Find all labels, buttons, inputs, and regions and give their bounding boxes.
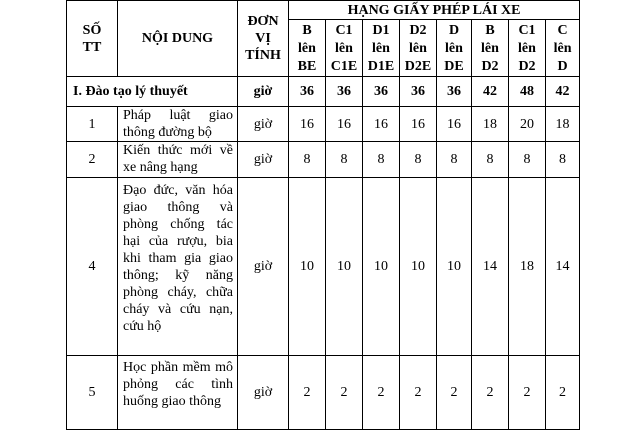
table-row [67, 178, 580, 356]
row-content: Học phần mềm mô phỏng các tình huống giao thông [118, 356, 238, 430]
row-value: 8 [363, 142, 400, 178]
row-value: 10 [326, 178, 363, 356]
section-value: 36 [326, 77, 363, 107]
row-value: 16 [400, 107, 437, 142]
row-content: Đạo đức, văn hóa giao thông và phòng chống tác hại của rượu, bia khi tham gia giao thông; kỹ năng phòng cháy, chữa cháy và cứu nạn, cứu hộ [118, 178, 238, 356]
row-value: 2 [289, 356, 326, 430]
header-don-vi-tinh: ĐƠN VỊ TÍNH [238, 1, 289, 77]
row-value: 14 [546, 178, 580, 356]
row-content: Kiến thức mới về xe nâng hạng [118, 142, 238, 178]
row-value: 8 [472, 142, 509, 178]
section-value: 36 [437, 77, 472, 107]
grade-header: D1 lên D1E [363, 20, 400, 77]
row-value: 18 [472, 107, 509, 142]
header-so-tt: SỐ TT [67, 1, 118, 77]
row-value: 8 [509, 142, 546, 178]
row-content: Pháp luật giao thông đường bộ [118, 107, 238, 142]
section-row [67, 77, 580, 107]
row-value: 2 [509, 356, 546, 430]
row-value: 18 [546, 107, 580, 142]
row-value: 8 [289, 142, 326, 178]
row-value: 10 [363, 178, 400, 356]
section-value: 36 [400, 77, 437, 107]
row-stt: 5 [67, 356, 118, 430]
row-value: 2 [546, 356, 580, 430]
grade-header: C1 lên C1E [326, 20, 363, 77]
row-unit: giờ [238, 107, 289, 142]
row-unit: giờ [238, 178, 289, 356]
row-value: 20 [509, 107, 546, 142]
row-stt: 4 [67, 178, 118, 356]
row-stt: 1 [67, 107, 118, 142]
section-value: 42 [546, 77, 580, 107]
row-value: 2 [326, 356, 363, 430]
section-value: 36 [289, 77, 326, 107]
row-value: 2 [363, 356, 400, 430]
grade-header: B lên BE [289, 20, 326, 77]
section-title: I. Đào tạo lý thuyết [67, 77, 238, 107]
row-value: 16 [289, 107, 326, 142]
row-value: 8 [546, 142, 580, 178]
grade-header: B lên D2 [472, 20, 509, 77]
grade-header: C lên D [546, 20, 580, 77]
row-value: 2 [472, 356, 509, 430]
section-value: 36 [363, 77, 400, 107]
grade-header: D2 lên D2E [400, 20, 437, 77]
row-stt: 2 [67, 142, 118, 178]
table-row [67, 107, 580, 142]
training-hours-table [66, 0, 580, 430]
row-unit: giờ [238, 142, 289, 178]
grade-header: D lên DE [437, 20, 472, 77]
row-value: 16 [437, 107, 472, 142]
row-value: 16 [326, 107, 363, 142]
row-value: 8 [437, 142, 472, 178]
grade-header: C1 lên D2 [509, 20, 546, 77]
row-value: 8 [326, 142, 363, 178]
header-hang-giay-phep: HẠNG GIẤY PHÉP LÁI XE [289, 1, 580, 20]
table-row [67, 356, 580, 430]
row-value: 8 [400, 142, 437, 178]
row-value: 16 [363, 107, 400, 142]
row-unit: giờ [238, 356, 289, 430]
section-value: 48 [509, 77, 546, 107]
row-value: 10 [437, 178, 472, 356]
row-value: 18 [509, 178, 546, 356]
row-value: 14 [472, 178, 509, 356]
section-value: 42 [472, 77, 509, 107]
row-value: 10 [400, 178, 437, 356]
header-noi-dung: NỘI DUNG [118, 1, 238, 77]
row-value: 10 [289, 178, 326, 356]
row-value: 2 [400, 356, 437, 430]
table-row [67, 142, 580, 178]
section-unit: giờ [238, 77, 289, 107]
row-value: 2 [437, 356, 472, 430]
